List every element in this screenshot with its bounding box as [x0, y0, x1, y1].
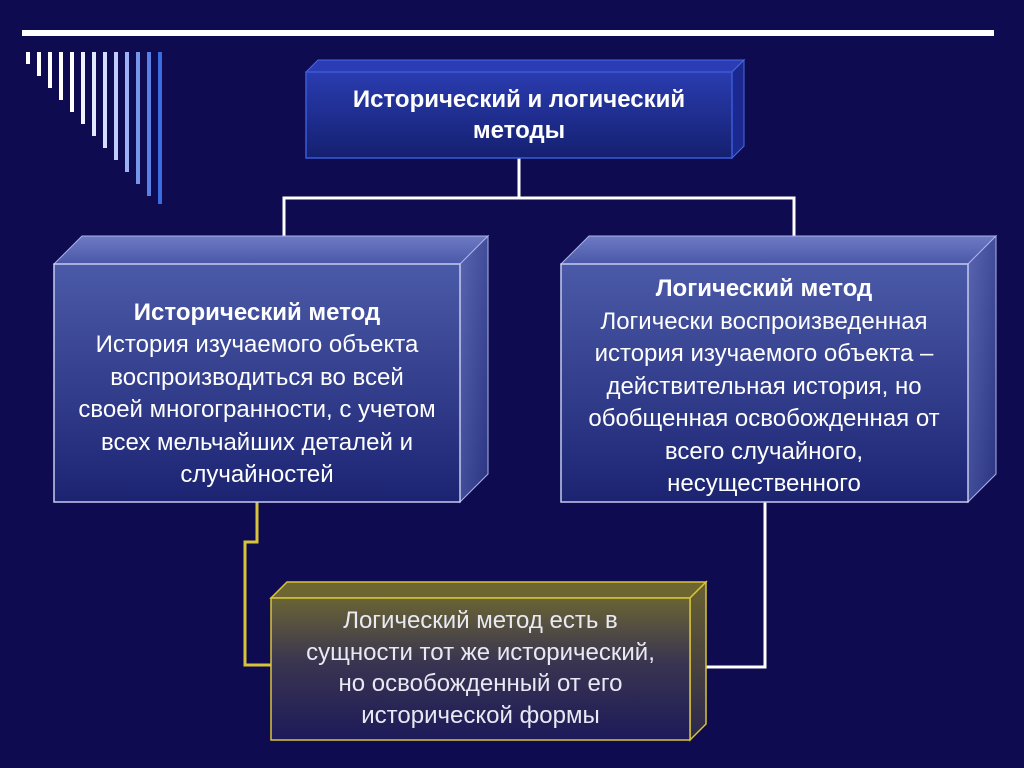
- connector-top-branch-right: [519, 198, 794, 240]
- right-box-line: история изучаемого объекта –: [594, 340, 934, 368]
- decorative-stripes: [26, 52, 162, 204]
- right-box-line: действительная история, но: [606, 372, 922, 400]
- stripe: [92, 52, 96, 136]
- left-box-line: воспроизводиться во всей: [110, 363, 404, 391]
- bottom-box-line: но освобожденный от его: [338, 670, 623, 697]
- left-box-line: всех мельчайших деталей и: [101, 428, 413, 456]
- left-box-line: История изучаемого объекта: [95, 331, 419, 358]
- bottom-box-side-face: [690, 582, 706, 740]
- right-box-line: всего случайного,: [664, 437, 864, 465]
- bottom-box-top-face: [271, 582, 706, 598]
- top-box-side-face: [732, 60, 744, 158]
- top-rule: [22, 30, 994, 36]
- left-box-line: своей многогранности, с учетом: [78, 396, 436, 423]
- bottom-box-label: [271, 598, 690, 738]
- top-box-title-line-1: Исторический и логический: [352, 86, 686, 113]
- stripe: [147, 52, 151, 196]
- bottom-box-line: Логический метод есть в: [343, 607, 618, 634]
- left-box-side-face: [460, 236, 488, 502]
- stripe: [103, 52, 107, 148]
- top-box-label: [306, 72, 732, 158]
- connector-top-branch: [284, 158, 519, 240]
- stripe: [81, 52, 85, 124]
- right-box-side-face: [968, 236, 996, 502]
- left-box-line: случайностей: [180, 461, 334, 488]
- right-box-line: Логически воспроизведенная: [600, 307, 928, 335]
- stripe: [48, 52, 52, 88]
- right-box-title: Логический метод: [655, 275, 873, 303]
- right-box-line: несущественного: [667, 470, 861, 498]
- stripe: [136, 52, 140, 184]
- stripe: [114, 52, 118, 160]
- stripe: [59, 52, 63, 100]
- bottom-box-line: исторической формы: [361, 701, 600, 729]
- stripe: [125, 52, 129, 172]
- right-box-label: [561, 268, 967, 504]
- stripe: [158, 52, 162, 204]
- top-box-top-face: [306, 60, 744, 72]
- left-box-label: [54, 280, 460, 504]
- stripe: [70, 52, 74, 112]
- stripe: [37, 52, 41, 76]
- bottom-box-line: сущности тот же исторический,: [306, 638, 655, 666]
- connector-left-to-bottom: [245, 502, 271, 665]
- stripe: [26, 52, 30, 64]
- right-box-top-face: [561, 236, 996, 264]
- left-box-top-face: [54, 236, 488, 264]
- right-box-line: обобщенная освобожденная от: [588, 405, 940, 433]
- top-box-title-line-2: методы: [472, 117, 566, 144]
- left-box-title: Исторический метод: [133, 298, 381, 326]
